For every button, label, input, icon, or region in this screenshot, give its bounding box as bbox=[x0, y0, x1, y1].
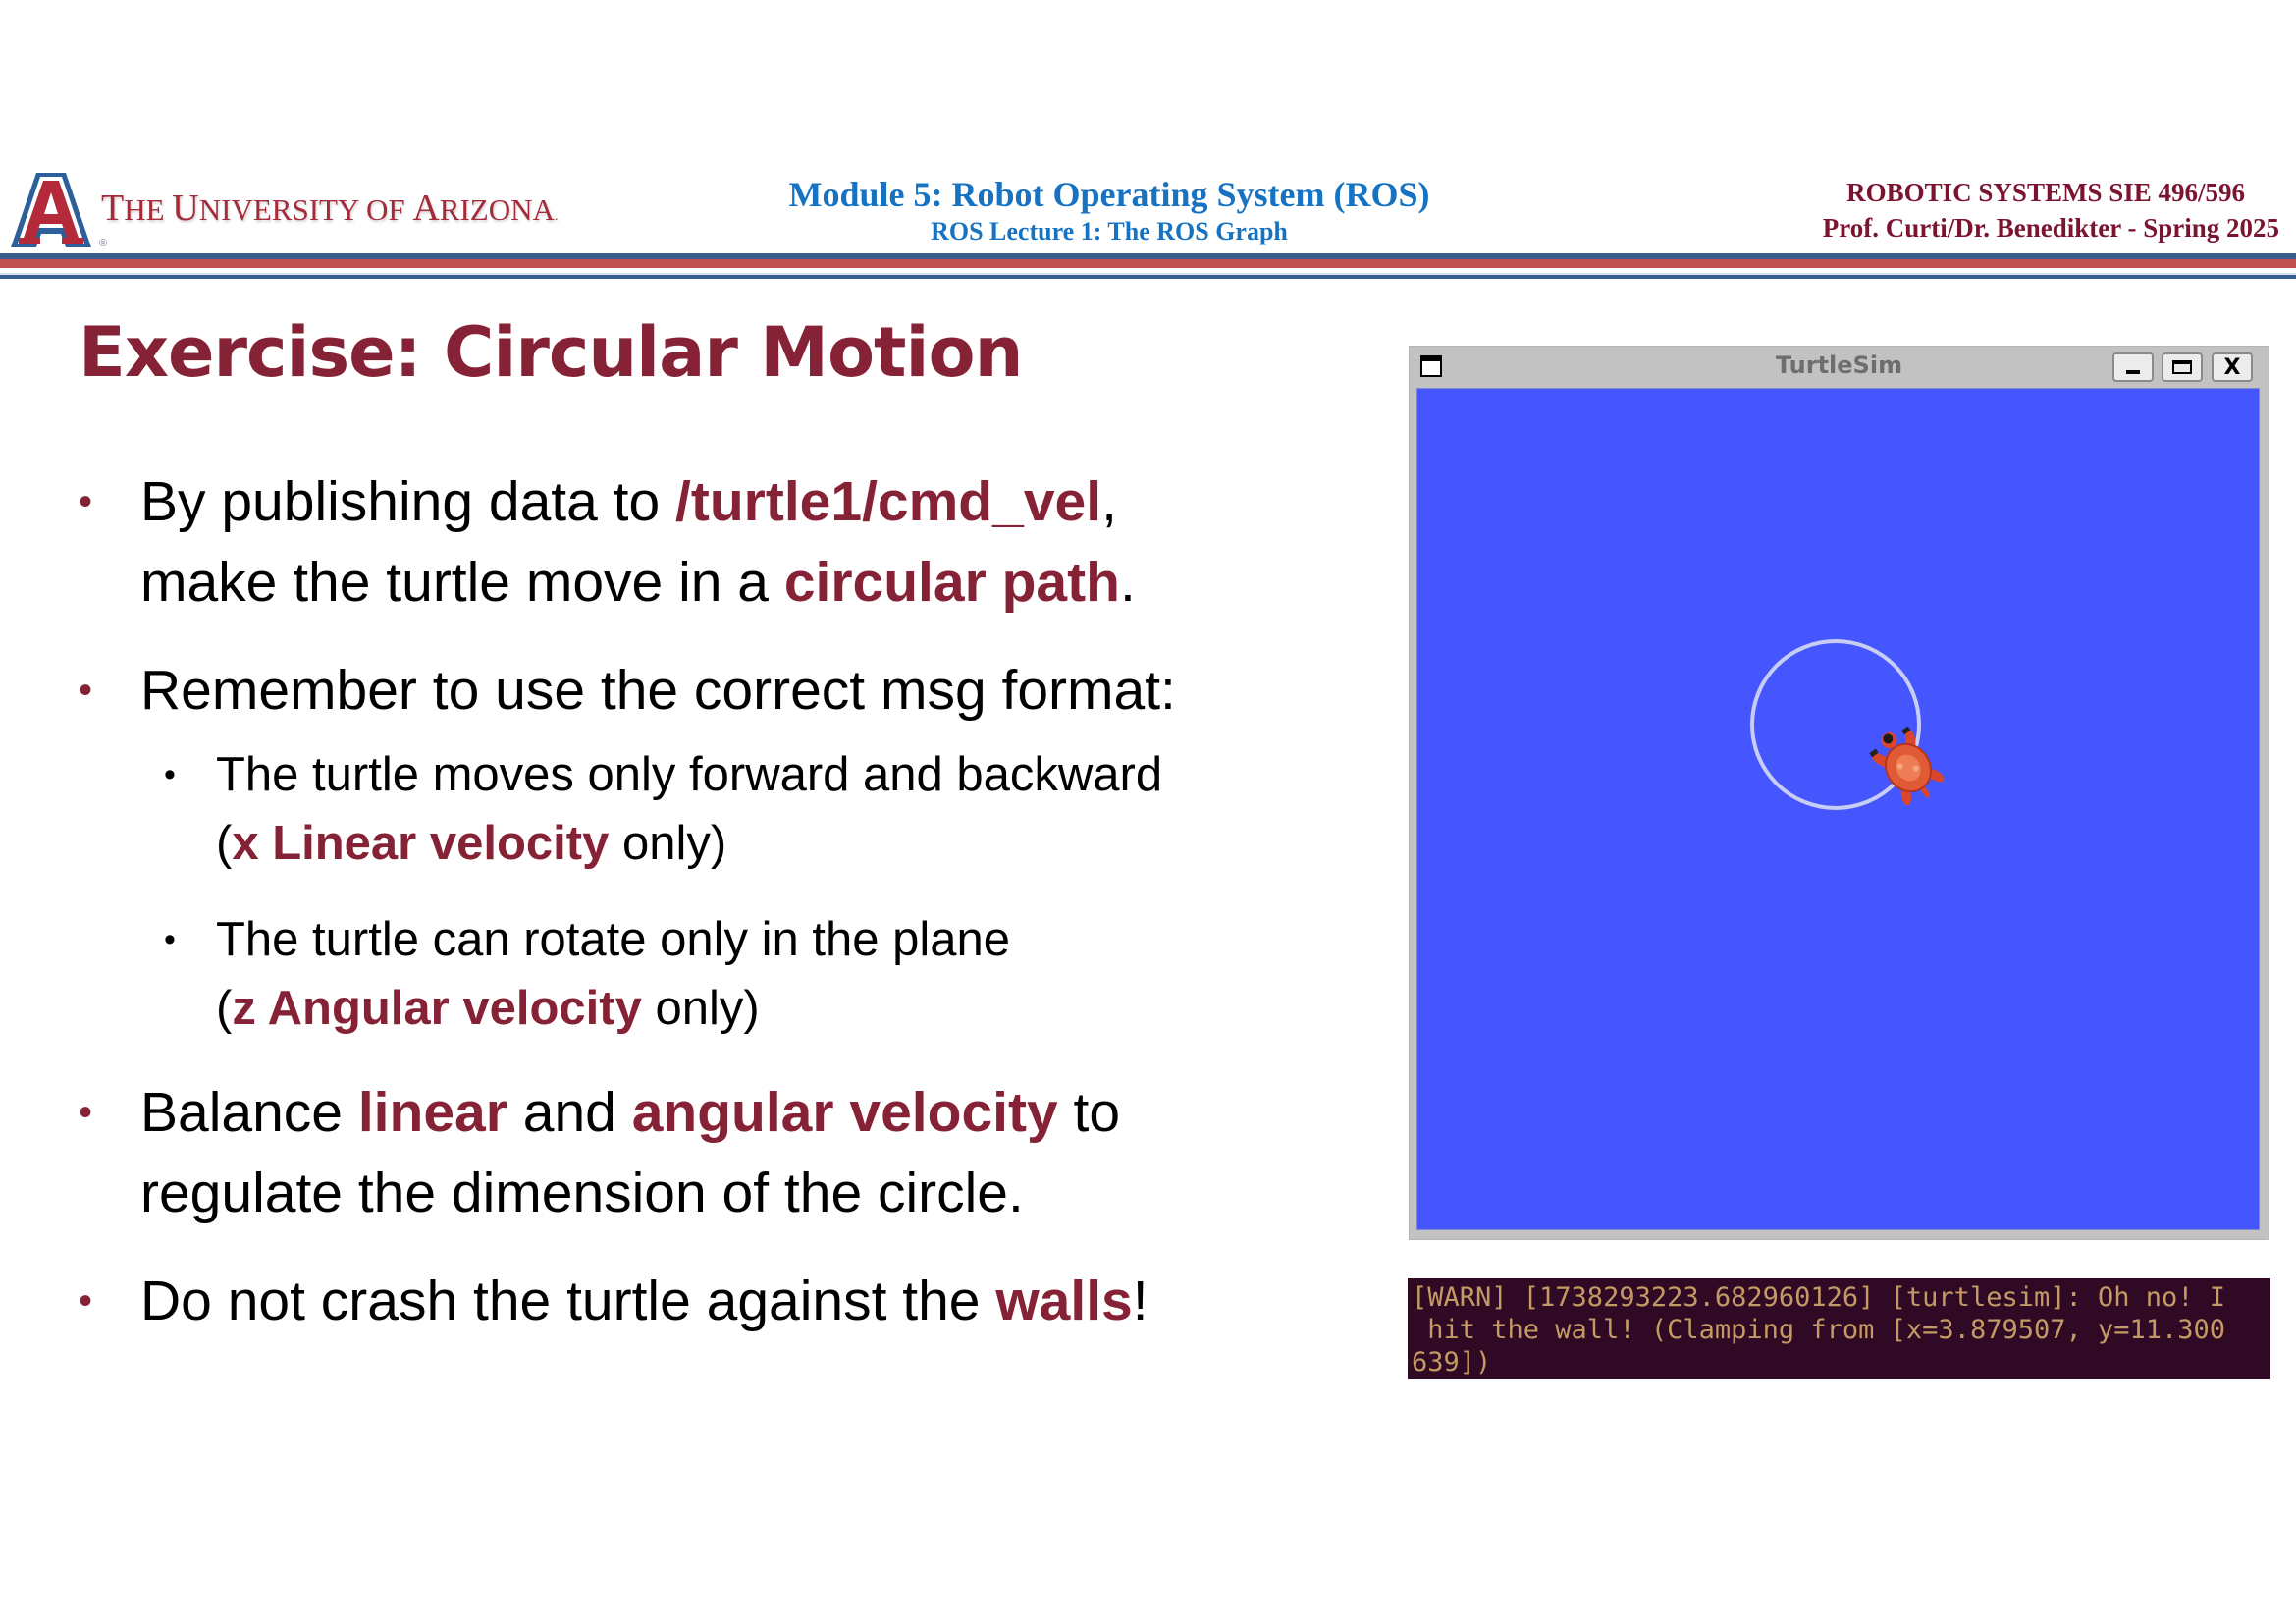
highlight-term: circular path bbox=[783, 551, 1120, 614]
bullet-line: The turtle can rotate only in the plane bbox=[216, 913, 1011, 966]
instructors: Prof. Curti/Dr. Benedikter - Spring 2025 bbox=[1822, 213, 2279, 243]
bullet-list bbox=[0, 461, 1355, 1341]
university-logo bbox=[5, 171, 559, 251]
bullet-item bbox=[0, 650, 1355, 731]
minimize-button[interactable] bbox=[2112, 352, 2154, 382]
course-name: ROBOTIC SYSTEMS SIE 496/596 bbox=[1846, 178, 2245, 207]
bullet-line: make the turtle move in a circular path. bbox=[140, 551, 1136, 614]
highlight-topic: /turtle1/cmd_vel bbox=[675, 470, 1102, 533]
arizona-a-logo-icon bbox=[5, 171, 97, 249]
header-right bbox=[1597, 175, 2284, 245]
bullet-dot-icon: • bbox=[79, 480, 93, 523]
bullet-line: (x Linear velocity only) bbox=[216, 817, 727, 870]
window-title: TurtleSim bbox=[1775, 352, 1903, 379]
highlight-term: angular velocity bbox=[631, 1081, 1058, 1144]
bullet-item bbox=[0, 1072, 1355, 1233]
bullet-item bbox=[0, 461, 1355, 623]
terminal-line: hit the wall! (Clamping from [x=3.879507, y=11.300 bbox=[1412, 1315, 2226, 1345]
slide-title: Exercise: Circular Motion bbox=[79, 312, 1023, 393]
bullet-dot-icon: • bbox=[79, 669, 93, 712]
terminal-line: 639]) bbox=[1412, 1347, 1492, 1378]
bullet-line: Balance linear and angular velocity to bbox=[140, 1081, 1121, 1144]
module-title: Module 5: Robot Operating System (ROS) bbox=[788, 175, 1430, 214]
close-icon: X bbox=[2223, 354, 2241, 380]
close-button[interactable] bbox=[2212, 352, 2253, 382]
bullet-dot-icon: • bbox=[79, 1279, 93, 1323]
bullet-line: (z Angular velocity only) bbox=[216, 982, 760, 1035]
highlight-term: z Angular velocity bbox=[232, 982, 642, 1035]
bullet-line: Remember to use the correct msg format: bbox=[140, 659, 1176, 722]
sub-bullet-dot-icon: • bbox=[164, 921, 176, 958]
bullet-line: By publishing data to /turtle1/cmd_vel, bbox=[140, 470, 1117, 533]
bullet-line: The turtle moves only forward and backward bbox=[216, 748, 1163, 801]
terminal-line: [WARN] [1738293223.682960126] [turtlesim]: Oh no! I bbox=[1412, 1282, 2226, 1313]
bullet-dot-icon: • bbox=[79, 1091, 93, 1134]
maximize-button[interactable] bbox=[2162, 352, 2203, 382]
turtlesim-window bbox=[1409, 346, 2269, 1240]
bullet-item bbox=[0, 1261, 1355, 1341]
bullet-line: Do not crash the turtle against the walls! bbox=[140, 1270, 1148, 1332]
turtle-path-drawing bbox=[1417, 389, 2260, 1230]
highlight-term: walls bbox=[995, 1270, 1133, 1332]
header-center bbox=[687, 173, 1531, 247]
minimize-icon bbox=[2126, 370, 2140, 374]
bullet-line: regulate the dimension of the circle. bbox=[140, 1162, 1024, 1224]
sub-bullet-dot-icon: • bbox=[164, 756, 176, 793]
turtlesim-canvas bbox=[1416, 388, 2260, 1230]
terminal-output bbox=[1408, 1278, 2270, 1379]
highlight-term: linear bbox=[357, 1081, 507, 1144]
window-titlebar[interactable] bbox=[1409, 346, 2269, 387]
university-wordmark: THE UNIVERSITY OF ARIZONA. bbox=[101, 188, 559, 229]
header-rule-red bbox=[0, 259, 2296, 268]
sub-bullet-item bbox=[0, 740, 1355, 878]
highlight-term: x Linear velocity bbox=[232, 817, 610, 870]
lecture-title: ROS Lecture 1: The ROS Graph bbox=[931, 217, 1288, 245]
header-rule-shadow bbox=[0, 273, 2296, 275]
registered-mark: ® bbox=[99, 238, 108, 249]
sub-bullet-item bbox=[0, 905, 1355, 1043]
maximize-icon bbox=[2172, 360, 2192, 374]
